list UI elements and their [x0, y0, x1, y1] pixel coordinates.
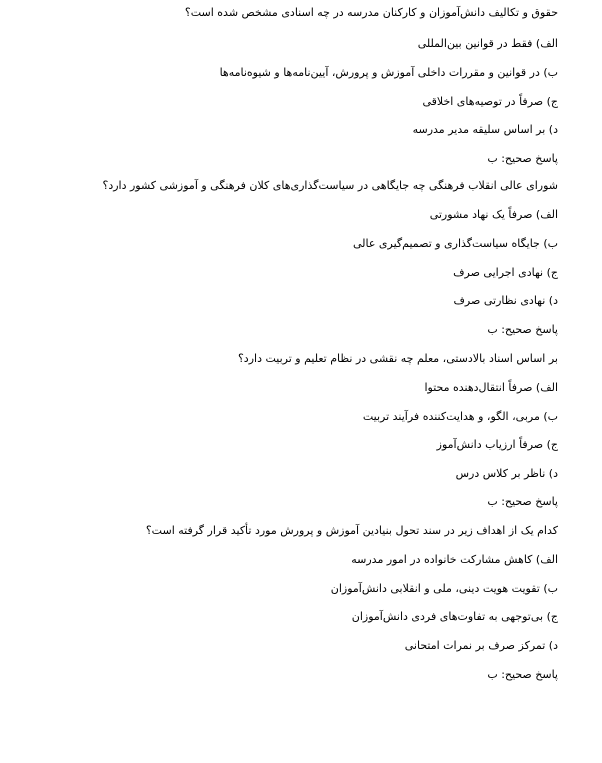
question-3-option-c: ج) صرفاً ارزیاب دانش‌آموز — [436, 438, 558, 451]
question-3-option-b: ب) مربی، الگو، و هدایت‌کننده فرآیند تربیت — [362, 410, 558, 423]
question-4-option-b: ب) تقویت هویت دینی، ملی و انقلابی دانش‌آموزان — [330, 582, 558, 595]
question-1-option-c: ج) صرفاً در توصیه‌های اخلاقی — [422, 95, 558, 108]
question-2-option-c: ج) نهادی اجرایی صرف — [453, 266, 558, 279]
question-2-answer: پاسخ صحیح: ب — [487, 323, 558, 336]
question-4-option-c: ج) بی‌توجهی به تفاوت‌های فردی دانش‌آموزان — [351, 610, 558, 623]
question-2-option-a: الف) صرفاً یک نهاد مشورتی — [429, 208, 558, 221]
question-4-option-a: الف) کاهش مشارکت خانواده در امور مدرسه — [351, 553, 558, 566]
question-2-text: شورای عالی انقلاب فرهنگی چه جایگاهی در سیاست‌گذاری‌های کلان فرهنگی و آموزشی کشور دارد؟ — [102, 179, 558, 192]
question-4-option-d: د) تمرکز صرف بر نمرات امتحانی — [404, 639, 558, 652]
question-2-option-b: ب) جایگاه سیاست‌گذاری و تصمیم‌گیری عالی — [352, 237, 558, 250]
question-1-text: حقوق و تکالیف دانش‌آموزان و کارکنان مدرسه در چه اسنادی مشخص شده است؟ — [184, 6, 558, 19]
question-3-option-d: د) ناظر بر کلاس درس — [455, 467, 558, 480]
question-1-option-b: ب) در قوانین و مقررات داخلی آموزش و پرورش، آیین‌نامه‌ها و شیوه‌نامه‌ها — [219, 66, 558, 79]
question-3-text: بر اساس اسناد بالادستی، معلم چه نقشی در نظام تعلیم و تربیت دارد؟ — [237, 352, 558, 365]
question-4-answer: پاسخ صحیح: ب — [487, 668, 558, 681]
question-4-text: کدام یک از اهداف زیر در سند تحول بنیادین آموزش و پرورش مورد تأکید قرار گرفته است؟ — [145, 524, 558, 537]
question-1-option-a: الف) فقط در قوانین بین‌المللی — [417, 37, 558, 50]
question-3-option-a: الف) صرفاً انتقال‌دهنده محتوا — [424, 381, 558, 394]
question-3-answer: پاسخ صحیح: ب — [487, 495, 558, 508]
question-1-answer: پاسخ صحیح: ب — [487, 152, 558, 165]
question-2-option-d: د) نهادی نظارتی صرف — [453, 294, 558, 307]
question-1-option-d: د) بر اساس سلیقه مدیر مدرسه — [412, 123, 558, 136]
